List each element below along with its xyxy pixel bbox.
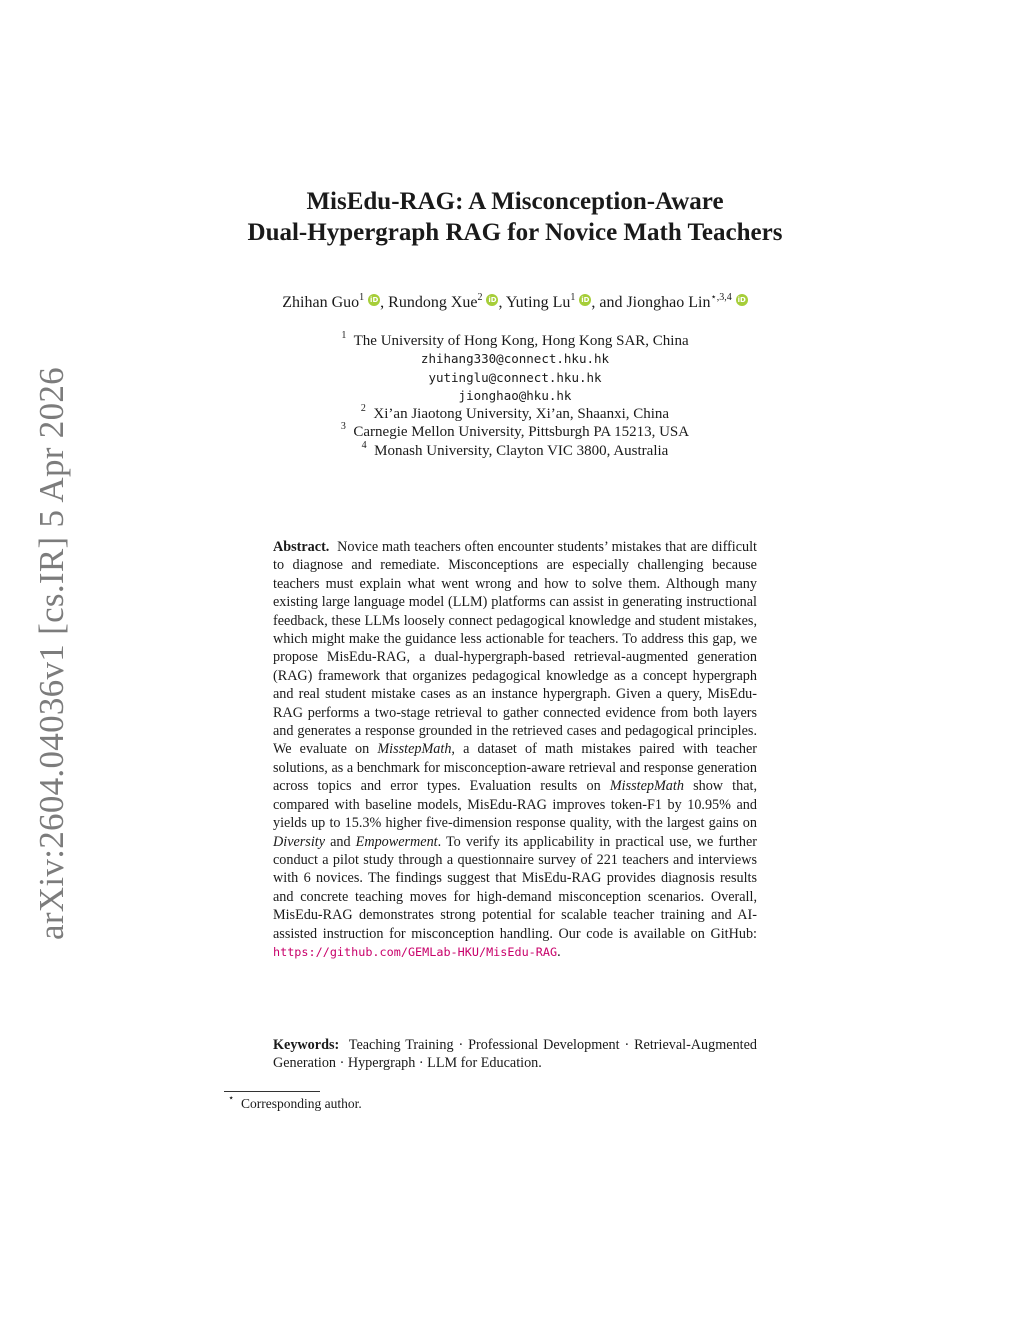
author-name: Rundong Xue (388, 294, 478, 311)
affil-text: The University of Hong Kong, Hong Kong SAR, China (353, 333, 689, 349)
dataset-name: MisstepMath (609, 778, 684, 795)
affiliation-4 (150, 439, 880, 460)
author-separator: , and (591, 294, 627, 311)
affiliation-1 (150, 332, 880, 350)
affil-mark: 1 (341, 330, 347, 341)
dataset-name: MisstepMath (377, 741, 452, 758)
footnote (228, 1093, 362, 1112)
paper-title (180, 186, 850, 248)
abstract-text: and (325, 833, 356, 850)
affil-text: Monash University, Clayton VIC 3800, Australia (374, 442, 669, 459)
affil-mark: 3 (340, 421, 346, 433)
title-line-1: MisEdu-RAG: A Misconception-Aware (306, 188, 724, 215)
affil-text: Xi’an Jiaotong University, Xi’an, Shaanxi, China (373, 406, 670, 423)
orcid-icon[interactable]: iD (488, 296, 497, 304)
author-affil-mark: ⋆,3,4 (710, 292, 732, 303)
affiliations (150, 332, 880, 460)
title-line-2: Dual-Hypergraph RAG for Novice Math Teachers (247, 219, 783, 246)
affil-text: Carnegie Mellon University, Pittsburgh PA 15213, USA (353, 424, 690, 441)
affil-mark: 4 (361, 439, 367, 451)
orcid-icon[interactable]: iD (581, 296, 590, 304)
affiliation-3 (150, 423, 880, 441)
abstract (273, 538, 757, 961)
email[interactable]: zhihang330@connect.hku.hk (420, 351, 610, 367)
github-link[interactable]: https://github.com/GEMLab-HKU/MisEdu-RAG (273, 944, 558, 959)
keywords-text: Teaching Training · Professional Development · Retrieval-Augmented Generation · Hypergraph · LLM for Education. (273, 1037, 758, 1072)
abstract-text: . (557, 943, 561, 960)
orcid-icon[interactable]: iD (737, 296, 746, 304)
author-affil-mark: 1 (359, 292, 365, 303)
keywords-label: Keywords: (273, 1037, 340, 1053)
author-affil-mark: 1 (570, 292, 576, 303)
author-list (150, 294, 880, 312)
email[interactable]: yutinglu@connect.hku.hk (428, 369, 602, 385)
abstract-text: . To verify its applicability in practical use, we further conduct a pilot study through a questionnaire survey of 221 teachers and interviews with 6 novices. The findings suggest that MisEdu-RAG provides diagnosis results and concrete teaching moves for high-demand misconception scenarios. Overall, MisEdu-RAG demonstrates strong potential for scalable teacher training and AI-assisted instruction for misconception handling. Our code is available on GitHub: (273, 833, 757, 942)
footnote-rule (224, 1091, 320, 1092)
abstract-label: Abstract. (273, 539, 330, 555)
author-name: Zhihan Guo (282, 294, 360, 311)
abstract-text: , a dataset of math mistakes paired with teacher solutions, as a benchmark for misconception-aware retrieval and response generation across topics and error types. Evaluation results on (273, 741, 757, 795)
orcid-icon[interactable]: iD (370, 296, 379, 304)
abstract-text: show that, compared with baseline models, MisEdu-RAG improves token-F1 by 10.95% and yields up to 15.3% higher five-dimension response quality, with the largest gains on (273, 778, 758, 832)
author-separator: , (498, 294, 506, 311)
metric-name: Diversity (273, 833, 326, 850)
arxiv-sidebar-stamp: arXiv:2604.04036v1 [cs.IR] 5 Apr 2026 (32, 367, 71, 940)
footnote-text: Corresponding author. (241, 1096, 362, 1111)
footnote-mark: ⋆ (228, 1093, 235, 1104)
author-affil-mark: 2 (477, 292, 483, 303)
author-name: Yuting Lu (505, 294, 571, 311)
affiliation-2 (150, 405, 880, 423)
metric-name: Empowerment (355, 833, 438, 850)
abstract-text: Novice math teachers often encounter students’ mistakes that are difficult to diagnose and remediate. Misconceptions are especially challenging because teachers must explain what went wrong and how to solve them. Although many existing large language model (LLM) platforms can assist in generating instructional feedback, these LLMs loosely connect pedagogical knowledge and student mistakes, which might make the guidance less actionable for teachers. To address this gap, we propose MisEdu-RAG, a dual-hypergraph-based retrieval-augmented generation (RAG) framework that organizes pedagogical knowledge as a concept hypergraph and real student mistake cases as an instance hypergraph. Given a query, MisEdu-RAG performs a two-stage retrieval to gather connected evidence from both layers and generates a response grounded in the retrieved cases and pedagogical principles. We evaluate on (273, 539, 758, 758)
author-separator: , (380, 294, 389, 311)
affil-mark: 2 (360, 403, 366, 415)
author-name: Jionghao Lin (626, 294, 711, 311)
keywords (273, 1036, 757, 1073)
email[interactable]: jionghao@hku.hk (458, 387, 572, 403)
